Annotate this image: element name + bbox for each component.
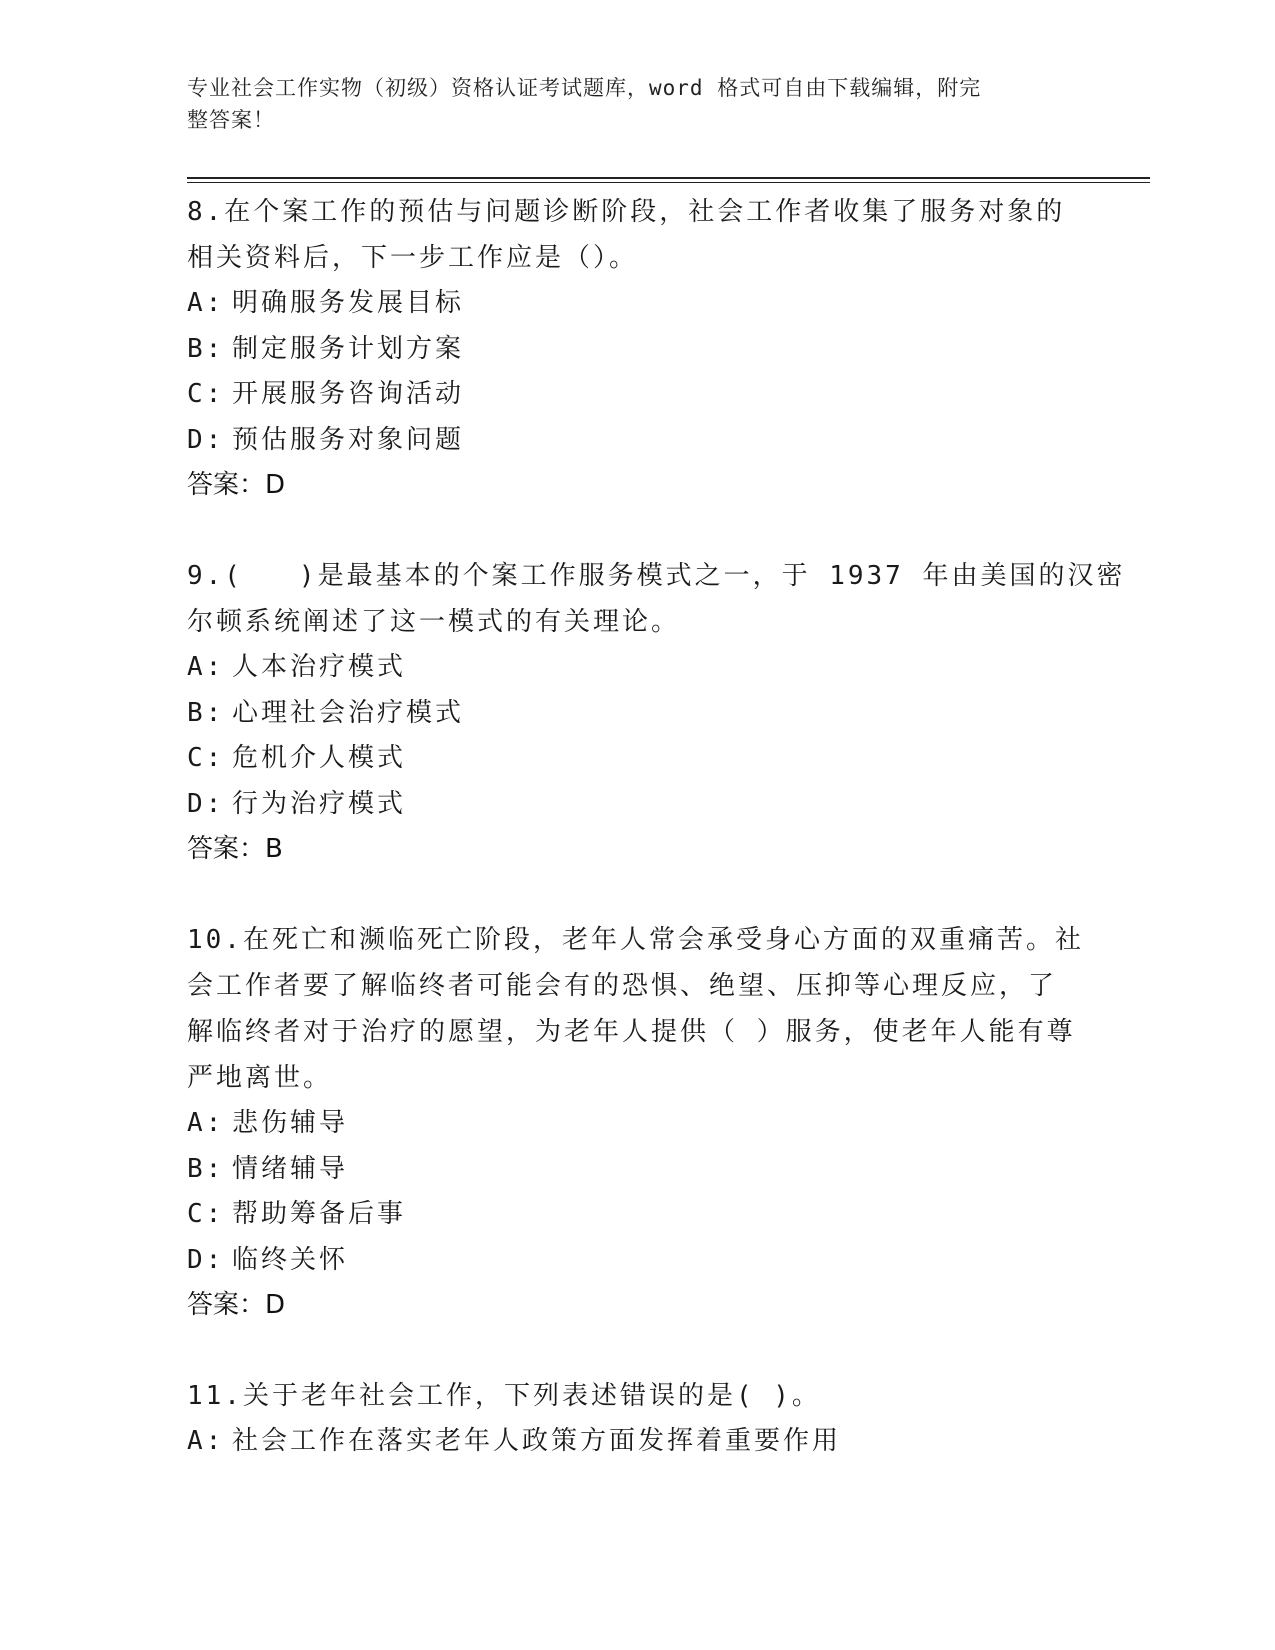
- option-text: 开展服务咨询活动: [232, 379, 465, 409]
- option-key: C:: [187, 379, 225, 409]
- answer-line: [187, 827, 1087, 872]
- option-key: A:: [187, 1108, 225, 1138]
- question-text-line: 解临终者对于治疗的愿望，为老年人提供（ ）服务，使老年人能有尊: [187, 1017, 1076, 1047]
- answer-label: 答案：: [187, 470, 266, 500]
- option-key: D:: [187, 788, 225, 819]
- option-b: [187, 327, 1087, 373]
- option-c: [187, 1192, 1087, 1238]
- answer-line: [187, 463, 1087, 508]
- option-key: D:: [187, 424, 225, 455]
- option-a: [187, 1101, 1087, 1147]
- option-a: [187, 645, 1087, 691]
- question-text-line: 9.( )是最基本的个案工作服务模式之一，于 1937 年由美国的汉密: [187, 561, 1126, 591]
- option-d: [187, 1238, 1087, 1284]
- option-text: 心理社会治疗模式: [232, 697, 465, 728]
- option-key: B:: [187, 333, 225, 364]
- answer-value: B: [265, 834, 283, 864]
- question-text-line: 尔顿系统阐述了这一模式的有关理论。: [187, 607, 681, 637]
- option-key: C:: [187, 1199, 225, 1229]
- option-text: 明确服务发展目标: [232, 288, 465, 318]
- answer-value: D: [265, 470, 286, 500]
- option-key: B:: [187, 697, 225, 728]
- answer-label: 答案：: [187, 834, 266, 864]
- option-key: D:: [187, 1244, 225, 1275]
- question-11: [187, 1373, 1087, 1465]
- header-line-2: 整答案！: [187, 108, 275, 132]
- answer-label: 答案：: [187, 1290, 266, 1320]
- question-text-line: 11.关于老年社会工作，下列表述错误的是( )。: [187, 1381, 821, 1411]
- option-d: [187, 782, 1087, 828]
- option-a: [187, 1419, 1087, 1465]
- option-text: 情绪辅导: [232, 1153, 349, 1184]
- question-text-line: 会工作者要了解临终者可能会有的恐惧、绝望、压抑等心理反应，了: [187, 971, 1058, 1001]
- question-text-line: 严地离世。: [187, 1063, 333, 1093]
- question-text-line: 8.在个案工作的预估与问题诊断阶段，社会工作者收集了服务对象的: [187, 197, 1066, 227]
- question-text-line: 相关资料后，下一步工作应是（）。: [187, 243, 639, 273]
- option-key: B:: [187, 1153, 225, 1184]
- option-b: [187, 691, 1087, 737]
- question-8: [187, 189, 1087, 508]
- document-header: [187, 72, 1067, 136]
- option-key: C:: [187, 743, 225, 773]
- header-divider-thin: [187, 182, 1150, 183]
- answer-value: D: [265, 1290, 286, 1320]
- question-text-line: 10.在死亡和濒临死亡阶段，老年人常会承受身心方面的双重痛苦。社: [187, 925, 1084, 955]
- header-divider-thick: [187, 177, 1150, 179]
- option-text: 行为治疗模式: [232, 788, 407, 819]
- option-text: 临终关怀: [232, 1244, 349, 1275]
- answer-line: [187, 1283, 1087, 1328]
- option-key: A:: [187, 1426, 225, 1456]
- option-key: A:: [187, 288, 225, 318]
- option-text: 人本治疗模式: [232, 652, 407, 682]
- option-text: 帮助筹备后事: [232, 1199, 407, 1229]
- option-c: [187, 736, 1087, 782]
- header-line-1: 专业社会工作实物（初级）资格认证考试题库，word 格式可自由下载编辑，附完: [187, 76, 982, 100]
- option-text: 悲伤辅导: [232, 1108, 349, 1138]
- option-key: A:: [187, 652, 225, 682]
- option-c: [187, 372, 1087, 418]
- option-a: [187, 281, 1087, 327]
- option-text: 社会工作在落实老年人政策方面发挥着重要作用: [232, 1426, 842, 1456]
- question-9: [187, 553, 1126, 872]
- option-text: 危机介人模式: [232, 743, 407, 773]
- option-text: 制定服务计划方案: [232, 333, 465, 364]
- question-list: [187, 189, 1126, 1510]
- option-text: 预估服务对象问题: [232, 424, 465, 455]
- question-10: [187, 917, 1087, 1328]
- option-b: [187, 1147, 1087, 1193]
- option-d: [187, 418, 1087, 464]
